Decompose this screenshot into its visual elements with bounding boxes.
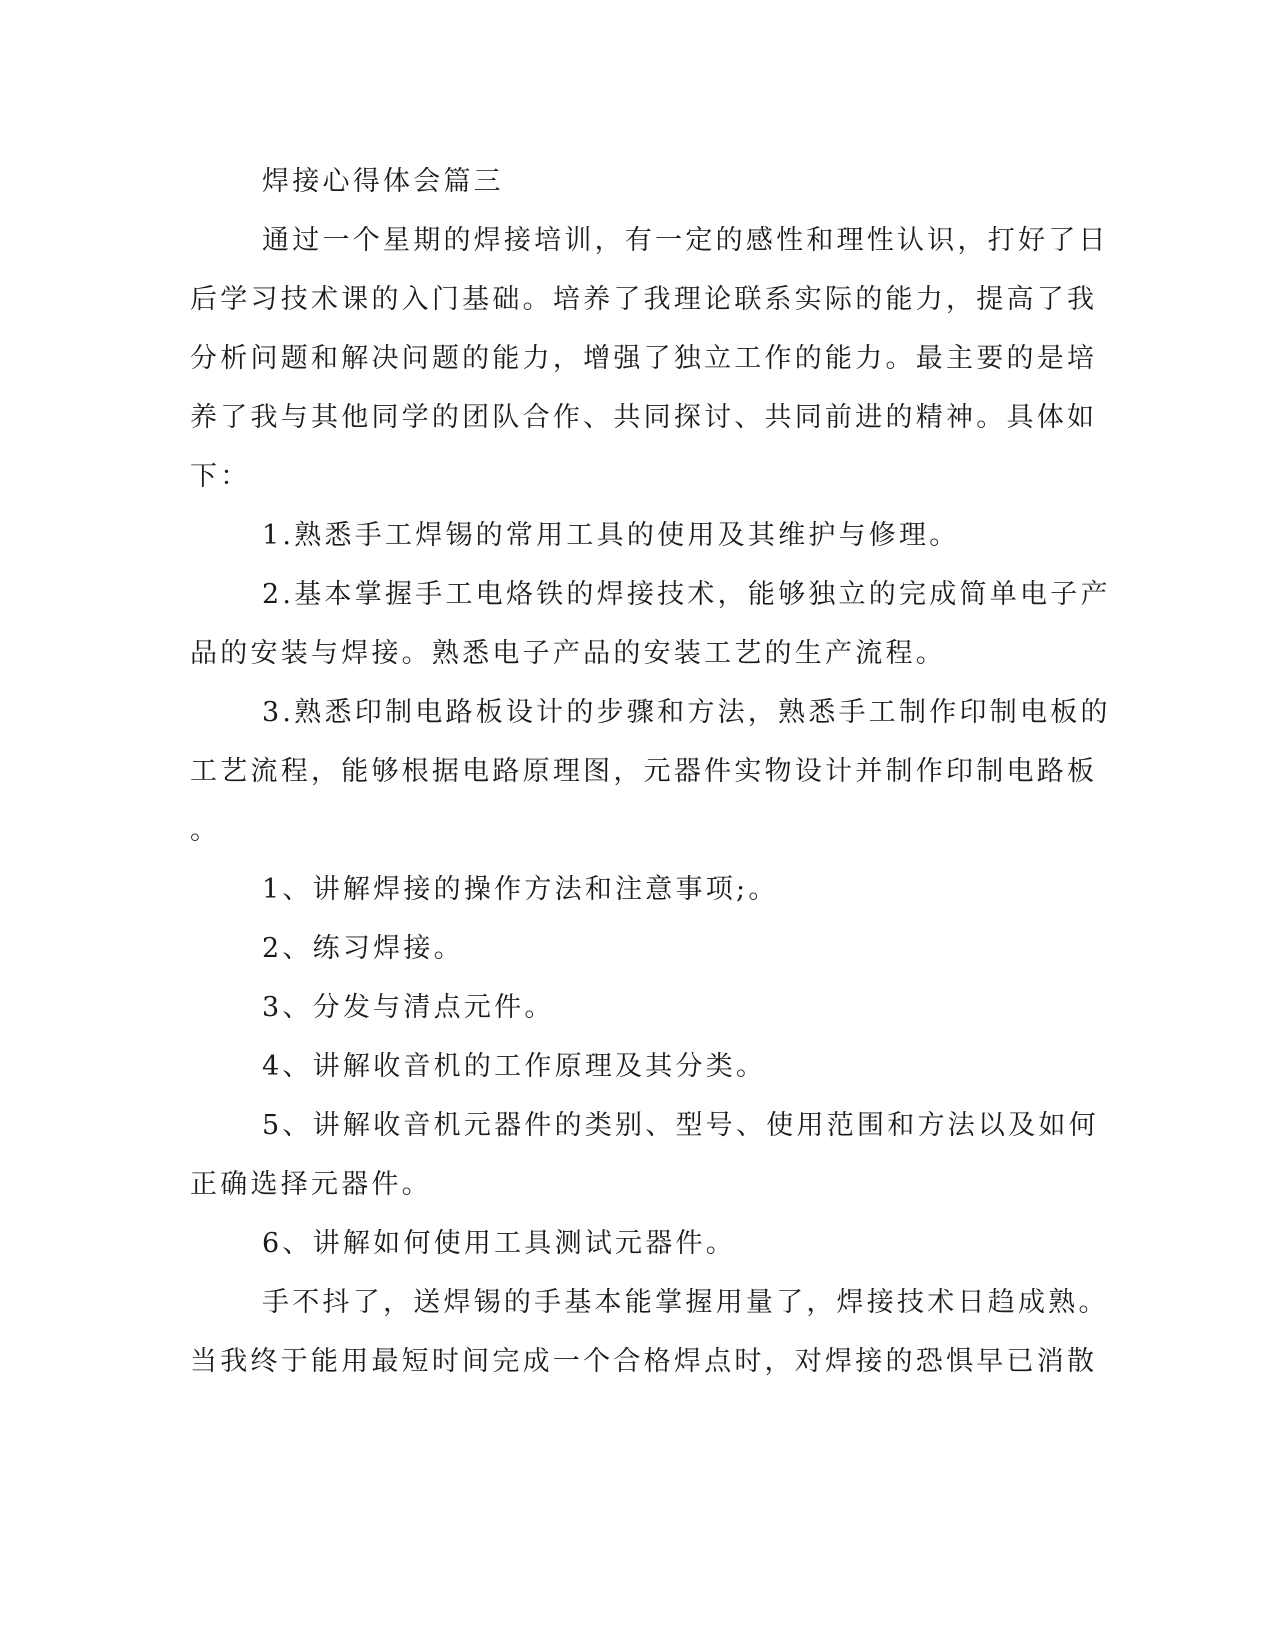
list-item-continuation: 工艺流程，能够根据电路原理图，元器件实物设计并制作印制电路板 bbox=[190, 756, 1098, 787]
paragraph-line: 手不抖了，送焊锡的手基本能掌握用量了，焊接技术日趋成熟。 bbox=[262, 1287, 1109, 1318]
list-item: 3、分发与清点元件。 bbox=[262, 992, 555, 1023]
paragraph-line: 养了我与其他同学的团队合作、共同探讨、共同前进的精神。具体如 bbox=[190, 402, 1098, 433]
list-item-continuation: 。 bbox=[190, 815, 221, 846]
list-item-continuation: 正确选择元器件。 bbox=[190, 1169, 432, 1200]
list-item: 1.熟悉手工焊锡的常用工具的使用及其维护与修理。 bbox=[262, 520, 960, 551]
paragraph-line: 分析问题和解决问题的能力，增强了独立工作的能力。最主要的是培 bbox=[190, 343, 1098, 374]
list-item: 3.熟悉印制电路板设计的步骤和方法，熟悉手工制作印制电板的 bbox=[262, 697, 1111, 728]
list-item: 2.基本掌握手工电烙铁的焊接技术，能够独立的完成简单电子产 bbox=[262, 579, 1111, 610]
paragraph-line: 下： bbox=[190, 461, 251, 492]
list-item: 6、讲解如何使用工具测试元器件。 bbox=[262, 1228, 737, 1259]
list-item-continuation: 品的安装与焊接。熟悉电子产品的安装工艺的生产流程。 bbox=[190, 638, 946, 669]
list-item: 5、讲解收音机元器件的类别、型号、使用范围和方法以及如何 bbox=[262, 1110, 1099, 1141]
list-item: 1、讲解焊接的操作方法和注意事项;。 bbox=[262, 874, 779, 905]
paragraph-line: 后学习技术课的入门基础。培养了我理论联系实际的能力，提高了我 bbox=[190, 284, 1098, 315]
list-item: 2、练习焊接。 bbox=[262, 933, 464, 964]
list-item: 4、讲解收音机的工作原理及其分类。 bbox=[262, 1051, 767, 1082]
paragraph-line: 通过一个星期的焊接培训，有一定的感性和理性认识，打好了日 bbox=[262, 225, 1109, 256]
document-title: 焊接心得体会篇三 bbox=[262, 166, 504, 197]
paragraph-line: 当我终于能用最短时间完成一个合格焊点时，对焊接的恐惧早已消散 bbox=[190, 1346, 1098, 1377]
